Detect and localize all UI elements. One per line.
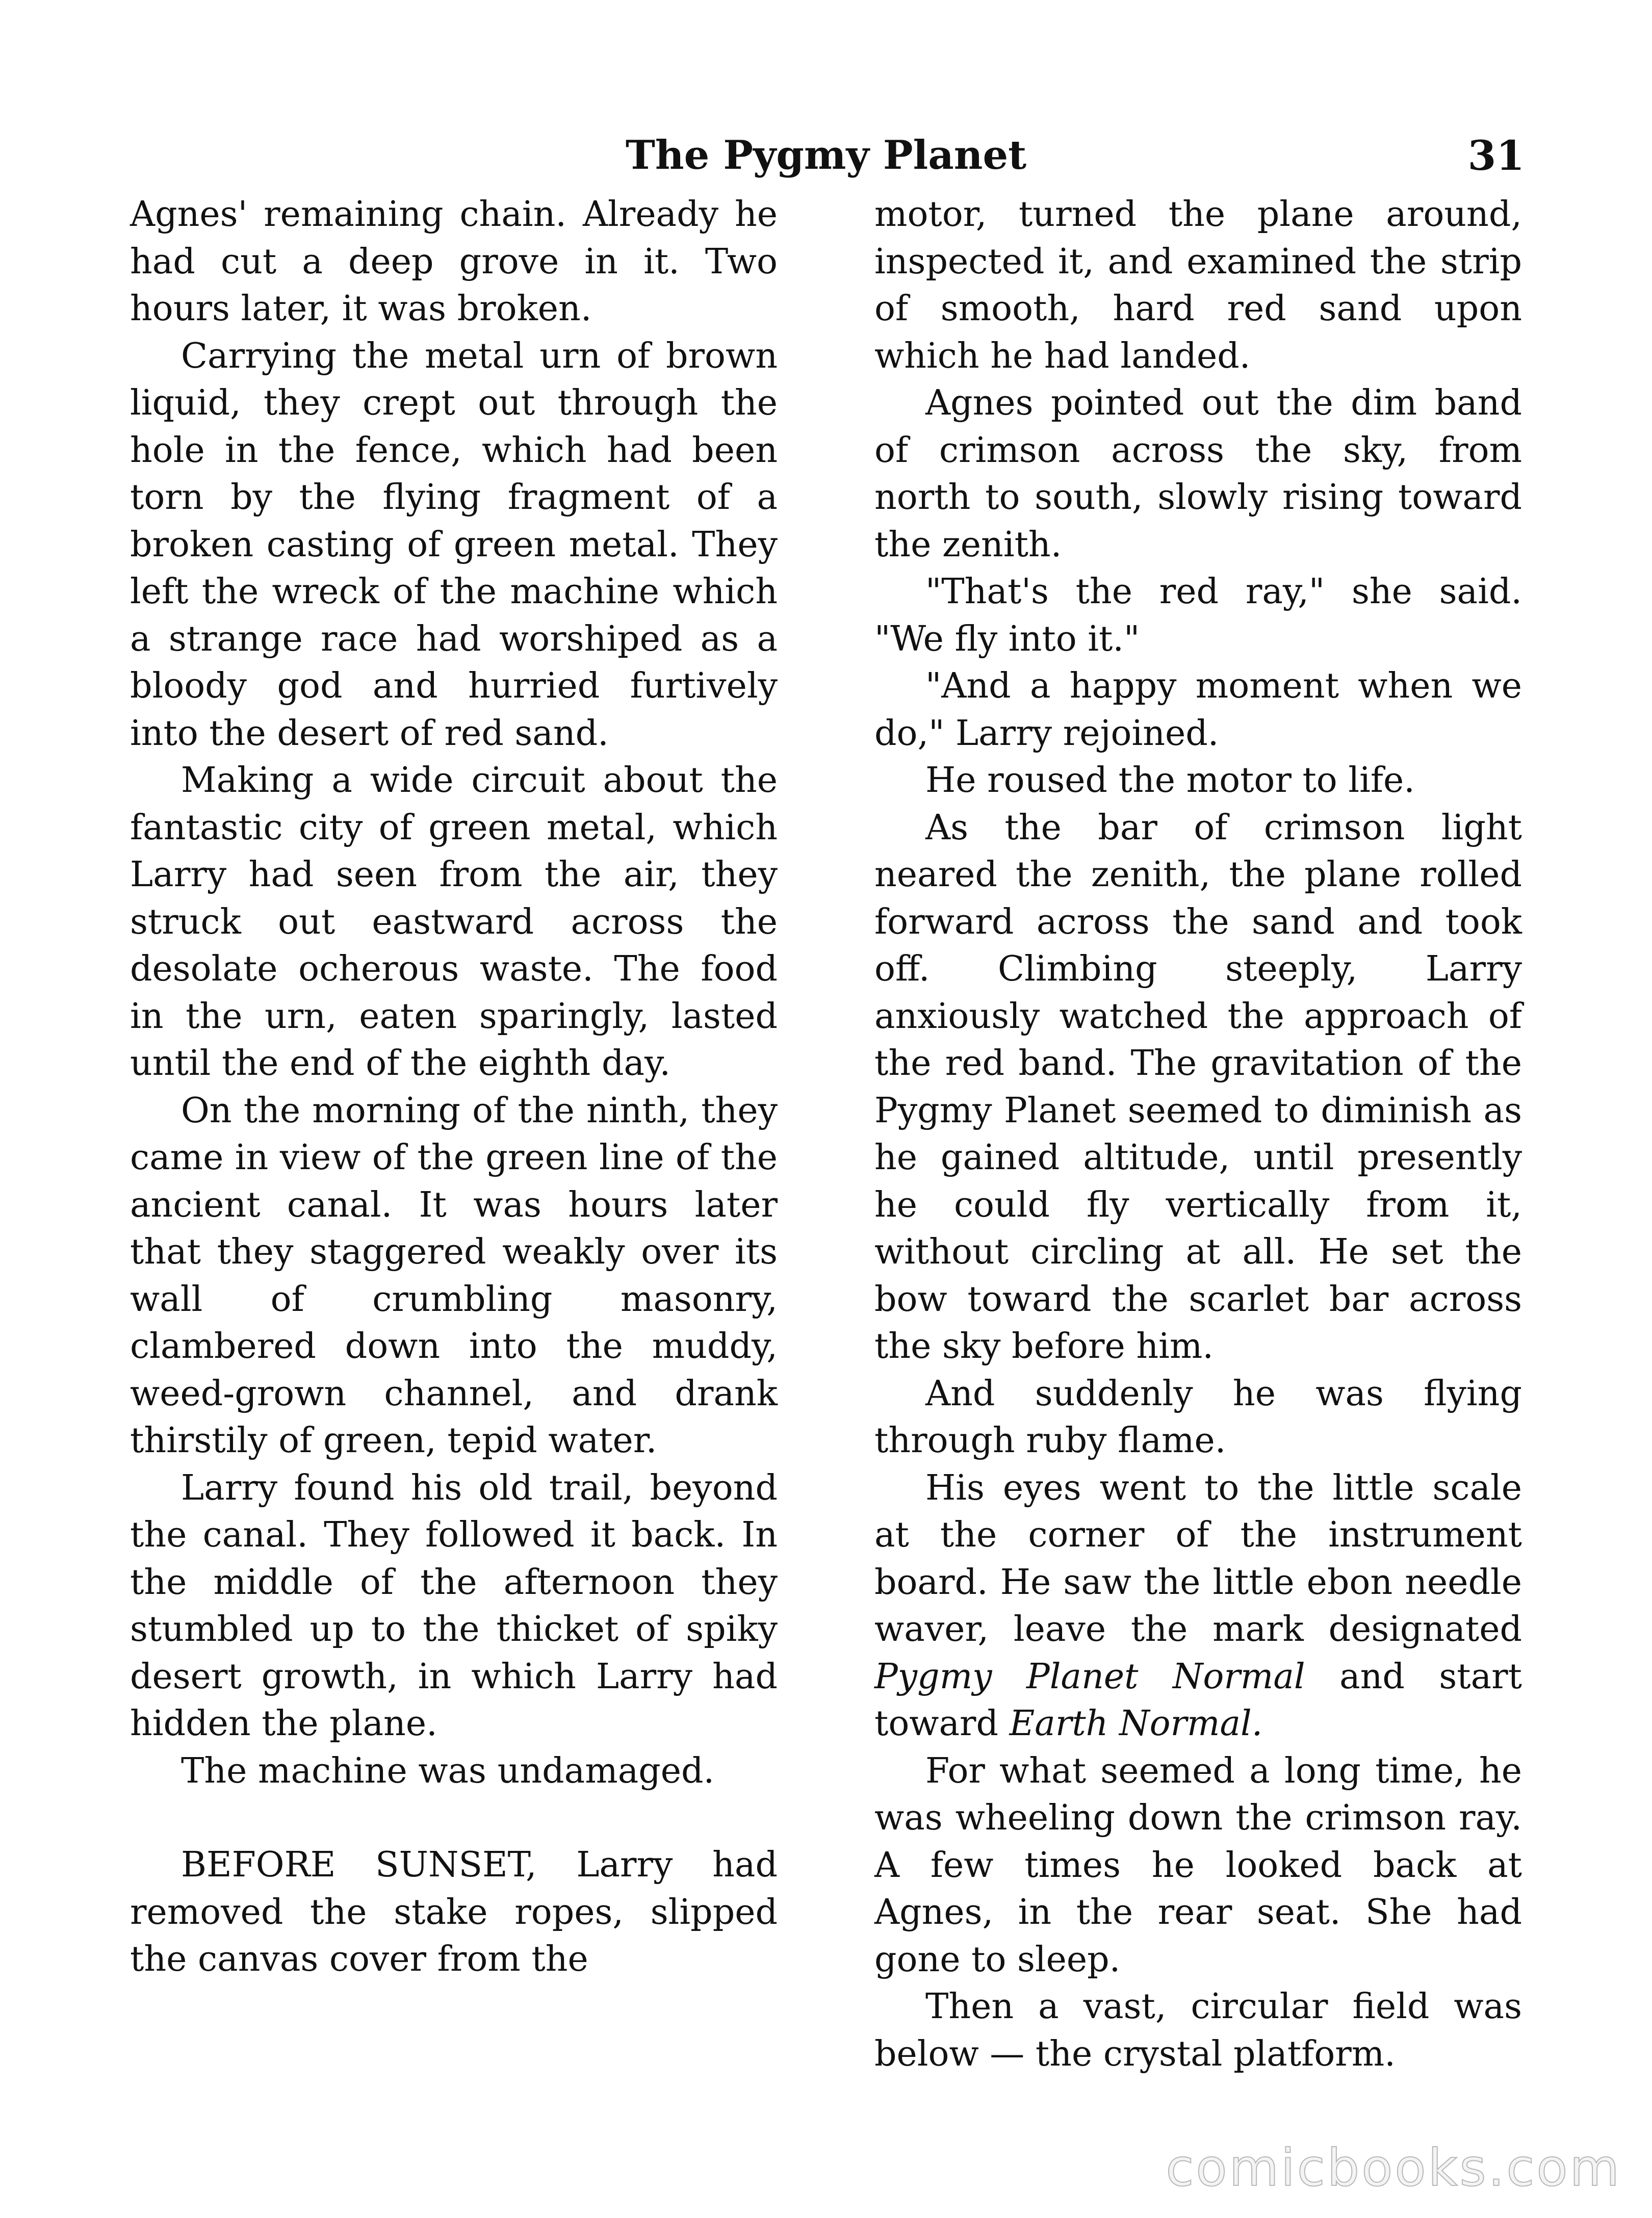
paragraph-with-italics: [874, 1465, 1522, 1748]
paragraph: "And a happy moment when we do," Larry rejoined.: [874, 666, 1522, 754]
paragraph: On the morning of the ninth, they came in view of the green line of the ancient canal. It was hours later that they staggered weakly over its wall of crumbling masonry, clambered down into the muddy, weed-grown channel, and drank thirstily of green, tepid water.: [130, 1090, 778, 1461]
paragraph: And suddenly he was flying through ruby flame.: [874, 1373, 1522, 1461]
paragraph: Agnes pointed out the dim band of crimson across the sky, from north to south, slowly rising toward the zenith.: [874, 383, 1522, 565]
paragraph: The machine was undamaged.: [181, 1750, 715, 1791]
right-column: [874, 191, 1522, 2078]
paragraph: He roused the motor to life.: [925, 760, 1415, 801]
text-span: His eyes went to the little scale at the corner of the instrument board. He saw the little ebon needle waver, leave the mark designated: [874, 1467, 1522, 1649]
italic-phrase: Pygmy Planet Normal: [874, 1656, 1305, 1697]
paragraph: motor, turned the plane around, inspected it, and examined the strip of smooth, hard red sand upon which he had landed.: [874, 194, 1522, 376]
paragraph: For what seemed a long time, he was wheeling down the crimson ray. A few times he looked back at Agnes, in the rear seat. She had gone to sleep.: [874, 1750, 1522, 1980]
section-break-paragraph: BEFORE SUNSET, Larry had removed the stake ropes, slipped the canvas cover from the: [130, 1845, 778, 1979]
paragraph: Agnes' remaining chain. Already he had cut a deep grove in it. Two hours later, it was broken.: [130, 194, 778, 329]
page-header: [127, 127, 1525, 184]
left-column: [130, 191, 778, 1983]
paragraph: Larry found his old trail, beyond the canal. They followed it back. In the middle of the afternoon they stumbled up to the thicket of spiky desert growth, in which Larry had hidden the plane.: [130, 1467, 778, 1744]
paragraph: As the bar of crimson light neared the zenith, the plane rolled forward across the sand and took off. Climbing steeply, Larry anxiously watched the approach of the red band. The gravitation of the Pygmy Planet seemed to diminish as he gained altitude, until presently he could fly vertically from it, without circling at all. He set the bow toward the scarlet bar across the sky before him.: [874, 807, 1522, 1366]
paragraph: "That's the red ray," she said. "We fly into it.": [874, 572, 1522, 659]
watermark: comicbooks.com: [1166, 2138, 1621, 2198]
page-number: 31: [1467, 132, 1525, 179]
paragraph: Making a wide circuit about the fantastic city of green metal, which Larry had seen from the air, they struck out eastward across the desolate ocherous waste. The food in the urn, eaten sparingly, lasted until the end of the eighth day.: [130, 760, 778, 1084]
running-title: The Pygmy Planet: [625, 132, 1027, 178]
paragraph: Then a vast, circular field was below — the crystal platform.: [874, 1987, 1522, 2074]
italic-phrase: Earth Normal.: [1009, 1704, 1263, 1744]
text-span: and start toward: [874, 1656, 1522, 1744]
paragraph: Carrying the metal urn of brown liquid, they crept out through the hole in the fence, which had been torn by the flying fragment of a broken casting of green metal. They left the wreck of the machine which a strange race had worshiped as a bloody god and hurried furtively into the desert of red sand.: [130, 336, 778, 754]
